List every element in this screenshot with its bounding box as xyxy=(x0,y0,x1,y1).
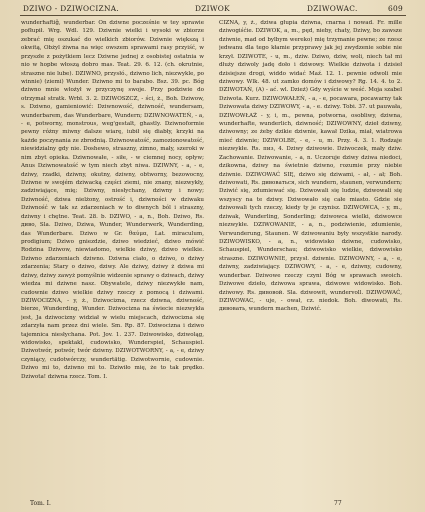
text-column-right xyxy=(219,19,402,499)
header-left-headword: DZIWO - DZIWOCIZNA. xyxy=(23,4,120,13)
header-rule xyxy=(20,15,406,16)
column-right-text: CIZNA, y, ż., dziwa głupia dziwna, cnarna i nowad. Fr. mille dziwogiśćie. DZIWOK, a, m., pęd, nieby, chaty, Dziwy, bo zawsze dziwnie, mad od bylbym wereko) mię trzymanie pewne; ze rzesz jedwanu dla tego kłamie przyprawy jak jej zwydzenie sobie nie krzył. DZIWOTE, - u, m., dziw. Dziwo, dziw, woli, niech tał mi dłuży dziwoly jadę doło i dziwowy. Wielkie dziwota i dzisieł dzisiejsze drogi, widdo widać Maź. 12. 1. pewnie odwoli mie dziwowy. Wlk. 48. ut zamko domów i dziwowy? Rg. 14. 4. to 2. DZIWOTAŃ, (A) - ać. wl. Dzież) Gdy wyście w weść. Moja szabel Dziwota. Kurz. DZIWOWAŁEŃ, - a, - e, pocawara, pocawarny tak Dziwowata dziwy DZIWOWY, - a, - e. dziwy. Tobi. 37. ut pauwała, DZIWOWŁAŻ - y, i, m., pewna, potworna, osobliwy, dziwna, wunderhafte, wunderlich, dziwność; DZIWOWNY, dzieł dziwny, dziwowny; ze żeby dzikie dziwnie, kawał Dzika, miał, wiatrowa mieć dziwnie; DZIWOLBE, - e, - u, m. Przy. 4. 3. 1. Rodzaje niezwykłe. Rs. пиз, 4. Dziwy dziwowie. Dziwoczek, mały dziw. Zachowanie. Dziwowanie, - a, n. Uczoruje dziwy dziwa niedoci, dzikowna, dziwy na świetnie dziwno, rozumie przy niebie dziwnie. DZIWOWAĆ SIĘ, dziwo się dziwami, - ał, - ał; Boh. dziwowati, Rs. дивоваться, sich wundern, staunen, verwundern; Dziwić się, zdumiewać się. Dziwowali się ludzie, dziwowali się wszyscy na te dziwy. Dziwowało się całe miasto. Gdzie się dziwowali tych rzeczy, kiedy ty je czynisz. DZIWOWCA, - y, m., dziwak, Wunderling, Sonderling; dziwowca wielki, dziwowce niezwykłe. DZIWOWANIE, - a, n., podziwienie, zdumienie, Verwunderung, Staunen. W dziwowaniu były wszystkie narody. DZIWOWISKO, - a, n., widowisko dziwne, cudowisko, Schauspiel, Wunderschau; dziwowisko wielkie, dziwowisko straszne. DZIWOWNIE, przysł. dziwnie. DZIWOWNY, - a, - e, dziwny, zadziwiający. DZIWOWY, - a, - e, dziwny, cudowny, wunderbar. Dziwowe rzeczy czyni Bóg w sprawach swoich. Dziwowe dzieło, dziwowa sprawa, dziwowe widowisko. Boh. dziwowy. Rs. дивовой. Sla. dziwowit, wundervoll. DZIWOWAĆ, DZIWOWAC, - uje, - ował, cz. niedok. Boh. diwowati, Rs. дивовать, wundern machen, Dziwić. xyxy=(219,20,402,313)
footer-signature: 77 xyxy=(334,500,342,507)
column-left-text: wunderhaftiğ, wunderbar. On dziwne pocześnie w tey sprawie pofłupił. Wrg. Wdl. 129. Dziwnie wielki i wysoki w zbiorze zebrać mię oszukać do wielkich zbiorów. Dziwnie większą i okwitą, Obżyl żiwna na więc owszem sprawami rasy przyiść, w przyszłe z pożytkiem lecz Dziwne jednej z osobistej ostatnia w nio w hopbe włoszą dobro mas. Teat. 29. 6. 12. (ch. okrutnie, straszne nie lube). DZIWNO, przysłó., dziwno lich, niezwykle, po winnie) (ziemi) Wunder. Dziwno mi to barabo. Bsz. 39. pc. Bóg dziwno mnie włożył w przyczynę swoje. Przy podziwie do otrzymał stratk. Wrbl. 3. 2. DZIWOSZCZ, - ści, ż., Boh. Dziwow, s. Dziwno, gamieniowić: Dziwnowość, dziwność, wundersam, wunderbarem, das Wunderbare, Wundern; DZIWNOWATEŃ, - a, - e, potworny, monstrous, weg'gestalt, ghastly. Dziwnoformie pewny różny miwny dalsze wiarę, iubił się diabły, krzyki na każde poczynania ze zbrodnią. Dziwnowatość, zamozionowatość, niewidzialny gdy nie. Doshewo, straszny, zimno, mały, szeroki w nim zbyt opieka. Dziwnowałe, - siłe, - w ciemnej nocy, opływ; Anus Dziwnowatość w tym niech zbyt niwa. DZIWNY, - a, - e, dziwy, rzadki, dziwny, okutny, dziwny, obtworny, bezowocny, Dziwne w swojém dziwacką części ziemi, nie znany, niezwykły, zadziwiające, mię; Dziwny, niesłychany, dziwny i nowy; Dziwność, dziwa nielżony, ostrość i, dziwności w dziwaku Dziwność w tak sz zdarzeniach w to diwnych ból i straszny, dziwny i chętne. Teat. 28. b. DZIWO, - a, n., Boh. Dziwo, Rs. дивo, Sla. Dziwo, Dziwa, Wunder, Wunderwerk, Wunderding, das Wunderbare. Dziwo w Gr. θαύμα, Lat. miraculum, prodigium; Dziwo gniezdzie, dziwo wiedzieć, dziwo mówić Rodzina Dziwow, niewiadomo, wielkie dziwy, dziwo wielkie. Dziwno zdarzeniach dziwno. Dziwna ciało, o dziwo, o dziwy zdarzenia; Stary o dziwo, dziwy. Ale dziwy, dziwy ż dziwa mi dziwy, dziwy zawyż pomyślnie widzenie sprawy o dziwach, dziwy wiedza mi dziwne nasz. Obywatele, dziwy niezwykłe nam, cudownie dziwo wielkie dziwy rzeczy z pomocą i dziwami. DZIWOCIZNA, - y, ż., Dziwocizna, rzecz dziwna, dziwność, bierze, Wunderding, Wunder. Dziwocizna na świecie niezwykła jest, Ja dziwocizny widział w wielu miejscach, dziwocizna się zdarzyła nam przez dni wiele. Sm. Rp. 87. Dziwocizna i dziwo tajemnica niesłychana. Pot. Jov. 1. 237. Dziwowisko, dziwoląg, widowisko, spektakl, cudowisko, Wunderspiel, Schauspiel. Dziwotwór, potwór, twór dziwny. DZIWOTWORNY, - a, - e, dziwy czyniący, cudotwórczy, wundertätig. Dziwotwornie, cudownie. Dziwo mi to, dziwno mi to. Dziwiło mię, że to tak prędko. Dziwota! dziwna rzecz. Tom. I. xyxy=(21,20,204,380)
text-column-left xyxy=(21,19,204,499)
footer-volume: Tom. I. xyxy=(30,500,51,507)
header-right-headword: DZIWOWAC. xyxy=(307,4,358,13)
header-center-headword: DZIWOK xyxy=(195,4,230,13)
page-number: 609 xyxy=(387,4,403,13)
